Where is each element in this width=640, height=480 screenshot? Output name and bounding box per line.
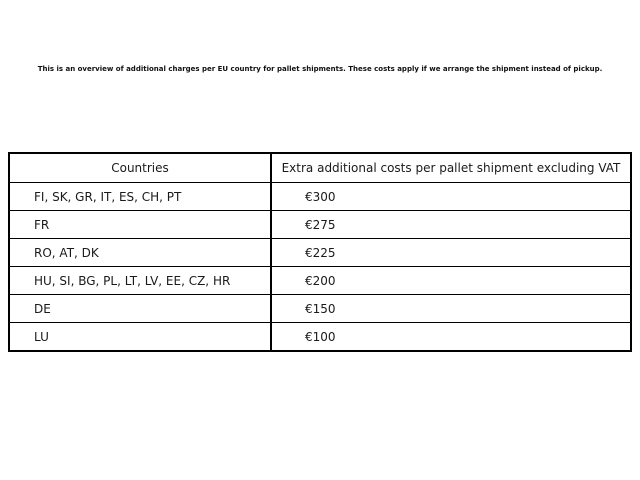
cost-cell: €200	[305, 273, 336, 288]
cost-cell: €275	[305, 217, 336, 232]
table-row	[10, 238, 630, 266]
cost-cell: €150	[305, 301, 336, 316]
table-row	[10, 210, 630, 238]
table-row	[10, 322, 630, 350]
table-row	[10, 266, 630, 294]
cost-cell: €100	[305, 329, 336, 344]
countries-cell: LU	[10, 323, 272, 350]
countries-cell: FR	[10, 211, 272, 238]
column-header-costs: Extra additional costs per pallet shipment excluding VAT	[281, 161, 621, 175]
cost-cell: €225	[305, 245, 336, 260]
countries-cell: FI, SK, GR, IT, ES, CH, PT	[10, 183, 272, 210]
countries-cell: HU, SI, BG, PL, LT, LV, EE, CZ, HR	[10, 267, 272, 294]
caption-text: This is an overview of additional charges per EU country for pallet shipments. These costs apply if we arrange the shipment instead of pickup.	[37, 65, 603, 73]
table-row	[10, 182, 630, 210]
charges-table	[8, 152, 632, 352]
countries-cell: RO, AT, DK	[10, 239, 272, 266]
countries-cell: DE	[10, 295, 272, 322]
table-row	[10, 294, 630, 322]
cost-cell: €300	[305, 189, 336, 204]
column-header-countries: Countries	[10, 154, 272, 182]
table-header-row	[10, 154, 630, 182]
